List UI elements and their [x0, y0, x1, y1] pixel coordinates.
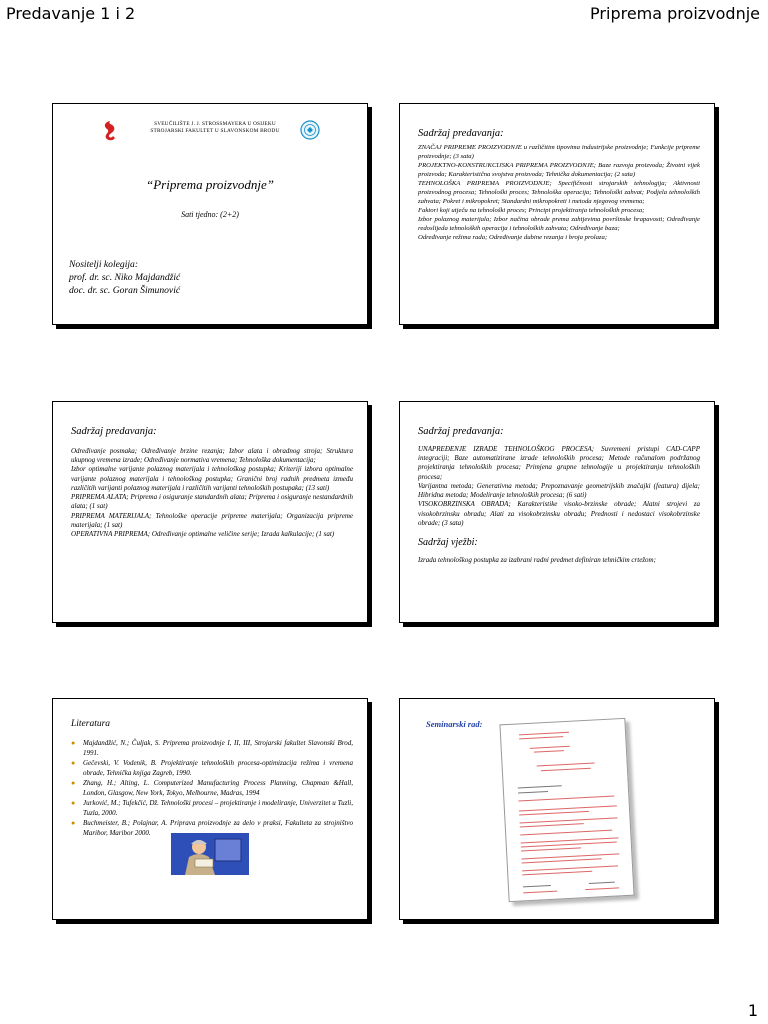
slide-heading: Sadržaj predavanja:	[418, 426, 504, 437]
slide-lecture-content-2	[52, 401, 368, 623]
content-paragraph: Izbor optimalne varijante polaznog materijala i tehnološkog postupka; Kriteriji izbora optimalne varijante polaznog materijala i tehnološkog postupka; Granični broj radnih predmeta između različitih varijanti polaznog materijala i različitih varijanti tehnoloških postupaka; (13 sati)	[71, 465, 353, 492]
bullet-icon: ●	[71, 819, 76, 828]
content-paragraph: OPERATIVNA PRIPREMA; Određivanje optimalne veličine serije; Izrada kalkulacije; (1 sat)	[71, 530, 335, 539]
content-paragraph: Određivanje posmaka; Određivanje brzine rezanja; Izbor alata i obradnog stroja; Struktura ukupnog vremena izrade; Određivanje normativa vremena; Tehnološka dokumentacija;	[71, 447, 353, 465]
literature-entry: Gečevski, V. Vodenik, B. Projektiranje tehnoloških procesa-optimizacija režima i vremena obrade, Tehnička knjiga Zagreb, 1990.	[83, 759, 353, 777]
seminar-document-thumbnail	[499, 718, 634, 902]
content-paragraph: Određivanje režima rada; Određivanje dubine rezanja i broja prolaza;	[418, 233, 608, 241]
content-paragraph: TEHNOLOŠKA PRIPREMA PROIZVODNJE; Specifičnosti strojarskih tehnologija; Aktivnosti proizvodnog procesa; Tehnološki proces; Tehnološka operacija; Tehnološki zahvat; Podjela tehnoloških zahvata; Pokret i mikropokret; Standardni mikropokreti i metoda njegovog vremena;	[418, 179, 700, 205]
content-paragraph: VISOKOBRZINSKA OBRADA; Karakteristike visoko-brzinske obrade; Alatni strojevi za visokobrzinsku obradu; Alati za visokobrzinsku obradu; Prednosti i nedostaci visokobrzinske obrade; (3 sata)	[418, 500, 700, 527]
content-paragraph: Varijantna metoda; Generativna metoda; Prepoznavanje geometrijskih značajki (featura) dijela; Hibridna metoda; Modeliranje tehnoloških procesa; (6 sati)	[418, 481, 700, 500]
literature-list	[71, 739, 353, 838]
content-paragraph: Faktori koji utječu na tehnološki proces; Principi projektiranja tehnoloških procesa;	[418, 206, 645, 214]
teachers-label: Nositelji kolegija:	[69, 259, 139, 270]
header-left-title: Predavanje 1 i 2	[6, 4, 136, 23]
literature-entry: Zhang, H.; Alting, L. Computerized Manufacturing Process Planning, Chapman &Hall, London, Glasgow, New York, Tokyo, Melbourne, Madras, 1994	[83, 779, 353, 797]
content-paragraph: Izbor polaznog materijala; Izbor načina obrade prema zahtjevima površinske hrapavosti; Određivanje redoslijeda tehnoloških operacija i tehnoloških zahvata; Određivanje baza;	[418, 215, 700, 232]
literature-entry: Majdandžić, N.; Čuljak, S. Priprema proizvodnje I, II, III, Strojarski fakultet Slavonski Brod, 1991.	[83, 739, 353, 757]
slide-body-text	[71, 447, 353, 539]
slide-heading: Seminarski rad:	[426, 719, 483, 729]
teacher-2: doc. dr. sc. Goran Šimunović	[69, 284, 181, 296]
exercises-heading: Sadržaj vježbi:	[418, 537, 478, 549]
list-item	[71, 779, 353, 798]
weekly-hours: Sati tjedno: (2+2)	[181, 210, 239, 219]
slide-title	[52, 103, 368, 325]
reading-person-clipart-icon	[171, 833, 249, 875]
slide-lecture-content-3	[399, 401, 715, 623]
slide-heading: Sadržaj predavanja:	[71, 426, 157, 437]
bullet-icon: ●	[71, 739, 76, 747]
list-item	[71, 799, 353, 818]
course-title: “Priprema proizvodnje”	[146, 177, 274, 192]
slide-body-text	[418, 144, 700, 243]
slide-literature	[52, 698, 368, 920]
bullet-icon: ●	[71, 799, 76, 808]
bullet-icon: ●	[71, 759, 76, 768]
list-item	[71, 739, 353, 758]
content-paragraph: UNAPREĐENJE IZRADE TEHNOLOŠKOG PROCESA; Suvremeni pristupi CAD-CAPP integraciji; Baze automatizirane izrade tehnoloških procesa; Metode računalom podržanog projektiranja tehnoloških procesa; Primjena grupne tehnologije u projektiranju tehnoloških procesa;	[418, 445, 700, 481]
content-paragraph: PRIPREMA MATERIJALA; Tehnološke operacije pripreme materijala; Organizacija pripreme materijala; (1 sat)	[71, 511, 353, 529]
content-paragraph: PROJEKTNO-KONSTRUKCIJSKA PRIPREMA PROIZVODNJE; Baze razvoja proizvoda; Životni vijek proizvoda; Karakteristična svojstva proizvoda; Tehnička dokumentacija; (2 sata)	[418, 161, 700, 178]
slide-body-text	[418, 445, 700, 528]
slide-lecture-content-1	[399, 103, 715, 325]
bullet-icon: ●	[71, 779, 76, 788]
literature-entry: Buchmeister, B.; Polajnar, A. Priprava proizvodnje za delo v praksi, Fakulteta za strojništvo Maribor, Maribor 2000.	[83, 819, 353, 837]
course-teachers	[69, 259, 180, 297]
university-line-2: STROJARSKI FAKULTET U SLAVONSKOM BRODU	[150, 128, 280, 135]
exercises-text: Izrada tehnološkog postupka za izabrani radni predmet definiran tehničkim crtežom;	[418, 556, 656, 565]
content-paragraph: PRIPREMA ALATA; Priprema i osiguranje standardnih alata; Priprema i osiguranje nestandardnih alata; (1 sat)	[71, 493, 353, 511]
university-line-1: SVEUČILIŠTE J. J. STROSSMAYERA U OSIJEKU	[154, 121, 276, 127]
university-name	[135, 121, 295, 135]
faculty-seal-icon	[300, 120, 320, 140]
literature-entry: Jurković, M.; Tufekčić, Dž. Tehnološki procesi – projektiranje i modeliranje, Univerzitet u Tuzli, Tuzla, 2000.	[83, 799, 353, 817]
page-number: 1	[747, 1001, 758, 1020]
slide-heading: Literatura	[71, 719, 111, 729]
header-right-title: Priprema proizvodnje	[590, 4, 760, 23]
list-item	[71, 759, 353, 778]
slide-seminar	[399, 698, 715, 920]
content-paragraph: ZNAČAJ PRIPREME PROIZVODNJE u različitim tipovima industrijske proizvodnje; Funkcije pripreme proizvodnje; (3 sata)	[418, 144, 700, 160]
teacher-1: prof. dr. sc. Niko Majdandžić	[69, 271, 181, 283]
slide-heading: Sadržaj predavanja:	[418, 128, 504, 139]
university-logo-icon	[101, 120, 119, 142]
